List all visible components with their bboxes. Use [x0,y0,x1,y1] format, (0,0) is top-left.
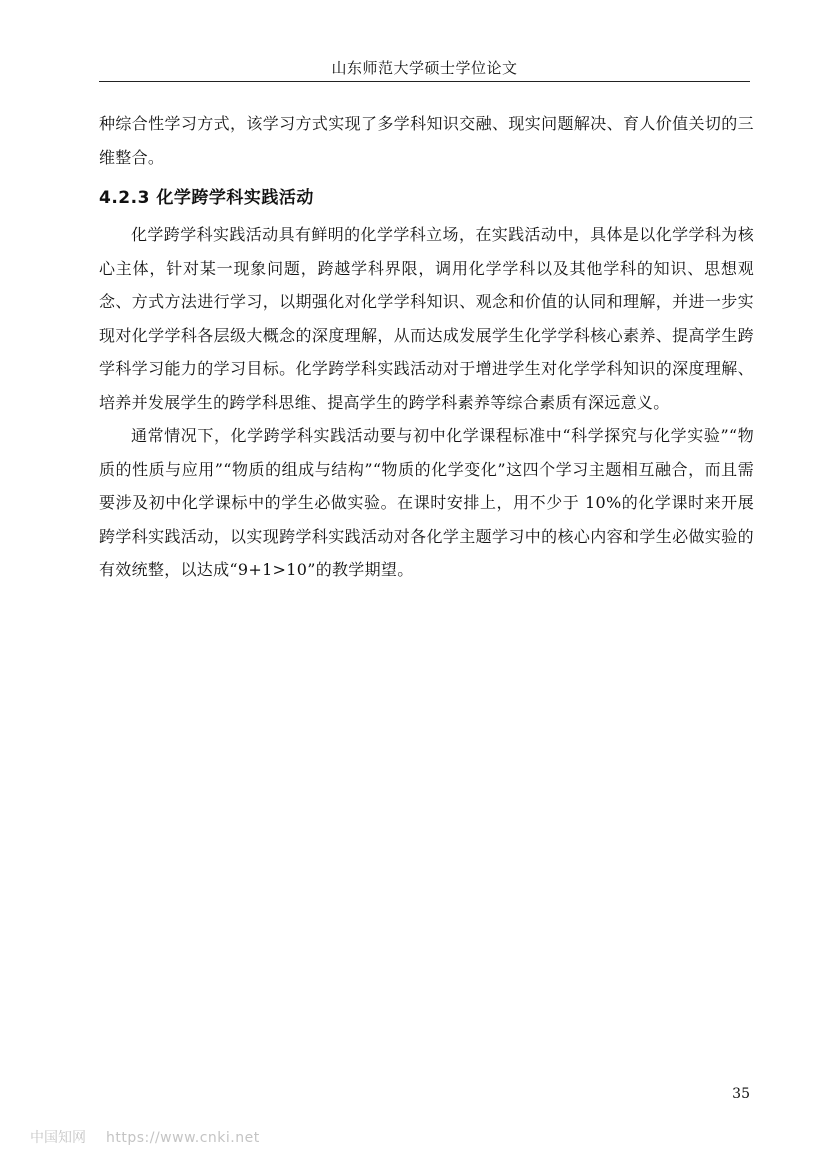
document-body [99,107,754,587]
cnki-watermark [30,1127,260,1147]
running-header-title: 山东师范大学硕士学位论文 [331,59,518,77]
paragraph-continued: 种综合性学习方式，该学习方式实现了多学科知识交融、现实问题解决、育人价值关切的三维整合。 [99,114,754,167]
paragraph-definition: 化学跨学科实践活动具有鲜明的化学学科立场，在实践活动中，具体是以化学学科为核心主体，针对某一现象问题，跨越学科界限，调用化学学科以及其他学科的知识、思想观念、方式方法进行学习，以期强化对化学学科知识、观念和价值的认同和理解，并进一步实现对化学学科各层级大概念的深度理解，从而达成发展学生化学学科核心素养、提高学生跨学科学习能力的学习目标。化学跨学科实践活动对于增进学生对化学学科知识的深度理解、培养并发展学生的跨学科思维、提高学生的跨学科素养等综合素质有深远意义。 [99,225,754,412]
watermark-brand: 中国知网 [30,1130,86,1146]
section-heading: 4.2.3 化学跨学科实践活动 [99,188,314,208]
watermark-url: https://www.cnki.net [106,1130,260,1146]
header-divider [99,81,750,82]
paragraph-curriculum: 通常情况下，化学跨学科实践活动要与初中化学课程标准中“科学探究与化学实验”“物质的性质与应用”“物质的组成与结构”“物质的化学变化”这四个学习主题相互融合，而且需要涉及初中化学课标中的学生必做实验。在课时安排上，用不少于 10%的化学课时来开展跨学科实践活动，以实现跨学科实践活动对各化学主题学习中的核心内容和学生必做实验的有效统整，以达成“9+1>10”的教学期望。 [99,426,754,579]
page-number: 35 [732,1086,750,1102]
